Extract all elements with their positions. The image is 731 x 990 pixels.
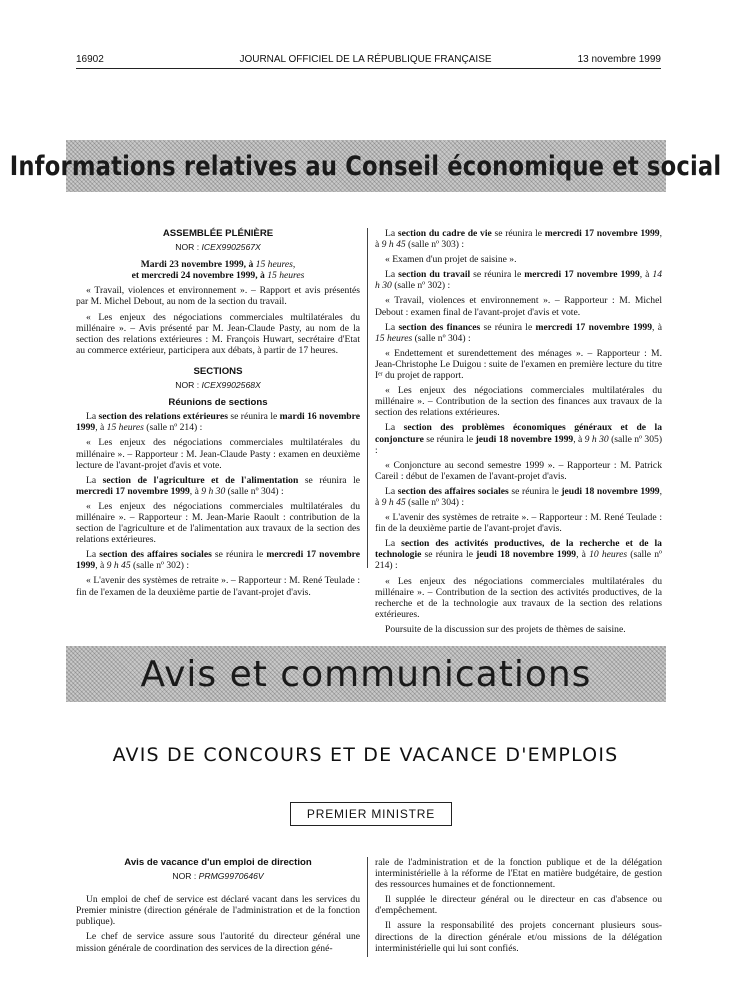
vacance-heading: Avis de vacance d'un emploi de direction (124, 857, 312, 868)
right-column (375, 228, 662, 639)
section-affaires-sociales-2-text: « L'avenir des systèmes de retraite ». – Rapporteur : M. René Teulade : fin de la deuxième partie de l'avant-projet d'avis. (375, 512, 662, 535)
journal-title: JOURNAL OFFICIEL DE LA RÉPUBLIQUE FRANÇAISE (239, 54, 492, 65)
sections-nor: NOR : ICEX9902568X (175, 380, 261, 391)
premier-ministre-box: PREMIER MINISTRE (290, 802, 452, 826)
concours-title: AVIS DE CONCOURS ET DE VACANCE D'EMPLOIS (112, 744, 619, 766)
section-relations-exterieures-text: « Les enjeux des négociations commerciales multilatérales du millénaire ». – Rapporteur : M. Jean-Claude Pasty : examen en deuxième lecture de l'avant-projet d'avis et vote. (76, 437, 360, 471)
section-affaires-sociales-1-text: « L'avenir des systèmes de retraite ». – Rapporteur : M. René Teulade : fin de l'examen de la deuxième partie de l'avant-projet d'avis. (76, 575, 360, 598)
vacance-paragraph-2: Le chef de service assure sous l'autorité du directeur général une mission générale de coordination des services de la direction géné- (76, 931, 360, 954)
banner-conseil-title: Informations relatives au Conseil économique et social (10, 150, 722, 182)
banner-conseil (10, 140, 722, 192)
sections-subheading: Réunions de sections (168, 397, 268, 409)
section-activites-productives-text-1: « Les enjeux des négociations commerciales multilatérales du millénaire ». – Contribution de la section des activités productives, de la recherche et de la technologie aux travaux de la section des relations extérieures. (375, 575, 662, 620)
vacance-paragraph-3: rale de l'administration et de la fonction publique et de la délégation interministérielle à la réforme de l'Etat en matière budgétaire, de gestion des ressources humaines et de fonctionnement. (375, 857, 662, 891)
section-relations-exterieures: La section des relations extérieures se réunira le mardi 16 novembre 1999, à 15 heures (salle nº 214) : (76, 411, 360, 434)
section-agriculture-text: « Les enjeux des négociations commerciales multilatérales du millénaire ». – Rapporteur : M. Jean-Marie Raoult : contribution de la section de l'agriculture et de l'alimentation aux travaux de la section des relations extérieures. (76, 500, 360, 546)
assemblee-nor: NOR : ICEX9902567X (175, 242, 261, 253)
banner-avis (66, 646, 666, 702)
banner-avis-title: Avis et communications (140, 653, 592, 695)
left-column (76, 228, 360, 602)
assemblee-paragraph-2: « Les enjeux des négociations commerciales multilatérales du millénaire ». – Avis présenté par M. Jean-Claude Pasty, au nom de la section des relations extérieures : M. François Huwart, secrétaire d'Etat au commerce extérieur, participera aux débats, à partir de 17 heures. (76, 311, 360, 356)
assemblee-paragraph-1: « Travail, violences et environnement ». – Rapport et avis présentés par M. Michel Debout, au nom de la section du travail. (76, 285, 360, 308)
header-rule (76, 68, 661, 69)
page-number: 16902 (76, 54, 104, 65)
column-divider (367, 228, 368, 568)
vacance-paragraph-4: Il supplée le directeur général ou le directeur en cas d'absence ou d'empêchement. (375, 894, 662, 917)
section-problemes-economiques: La section des problèmes économiques généraux et de la conjoncture se réunira le jeudi 18 novembre 1999, à 9 h 30 (salle nº 305) : (375, 422, 663, 456)
column-divider-2 (367, 857, 368, 957)
section-travail-text: « Travail, violences et environnement ». – Rapporteur : M. Michel Debout : examen final de l'avant-projet d'avis et vote. (375, 295, 662, 318)
section-affaires-sociales-1: La section des affaires sociales se réunira le mercredi 17 novembre 1999, à 9 h 45 (salle nº 302) : (76, 549, 360, 572)
sections-heading: SECTIONS (193, 365, 243, 377)
assemblee-date-2: et mercredi 24 novembre 1999, à 15 heures (131, 270, 305, 282)
section-finances-text-1: « Endettement et surendettement des ménages ». – Rapporteur : M. Jean-Christophe Le Duigou : suite de l'examen en première lecture du titre Iᵉʳ du projet de rapport. (375, 347, 662, 382)
section-travail: La section du travail se réunira le mercredi 17 novembre 1999, à 14 h 30 (salle nº 302) : (375, 269, 662, 292)
section-affaires-sociales-2: La section des affaires sociales se réunira le jeudi 18 novembre 1999, à 9 h 45 (salle nº 304) : (375, 485, 662, 508)
vacance-paragraph-1: Un emploi de chef de service est déclaré vacant dans les services du Premier ministre (direction générale de l'administration et de la fonction publique). (76, 894, 360, 928)
vacance-paragraph-5: Il assure la responsabilité des projets concernant plusieurs sous-directions de la direction générale et/ou missions de la délégation interministérielle qui lui sont confiés. (375, 920, 662, 954)
vacance-left-column (76, 857, 360, 958)
vacance-nor: NOR : PRMG9970646V (172, 871, 264, 882)
assemblee-heading: ASSEMBLÉE PLÉNIÈRE (162, 228, 274, 239)
section-activites-productives: La section des activités productives, de la recherche et de la technologie se réunira le jeudi 18 novembre 1999, à 10 heures (salle nº 214) : (375, 538, 662, 572)
section-activites-productives-text-2: Poursuite de la discussion sur des projets de thèmes de saisine. (385, 623, 626, 635)
section-cadre-de-vie-text: « Examen d'un projet de saisine ». (385, 254, 517, 266)
section-finances-text-2: « Les enjeux des négociations commerciales multilatérales du millénaire ». – Contribution de la section des finances aux travaux de la section des relations extérieures. (375, 385, 662, 419)
section-problemes-economiques-text: « Conjoncture au second semestre 1999 ». – Rapporteur : M. Patrick Careil : début de l'examen de l'avant-projet d'avis. (375, 459, 662, 482)
issue-date: 13 novembre 1999 (577, 54, 661, 65)
section-finances: La section des finances se réunira le mercredi 17 novembre 1999, à 15 heures (salle nº 304) : (375, 321, 662, 344)
assemblee-date-1: Mardi 23 novembre 1999, à 15 heures, (140, 259, 296, 271)
section-agriculture: La section de l'agriculture et de l'alimentation se réunira le mercredi 17 novembre 1999, à 9 h 30 (salle nº 304) : (76, 474, 360, 497)
vacance-right-column (375, 857, 662, 958)
section-cadre-de-vie: La section du cadre de vie se réunira le mercredi 17 novembre 1999, à 9 h 45 (salle nº 303) : (375, 228, 662, 251)
